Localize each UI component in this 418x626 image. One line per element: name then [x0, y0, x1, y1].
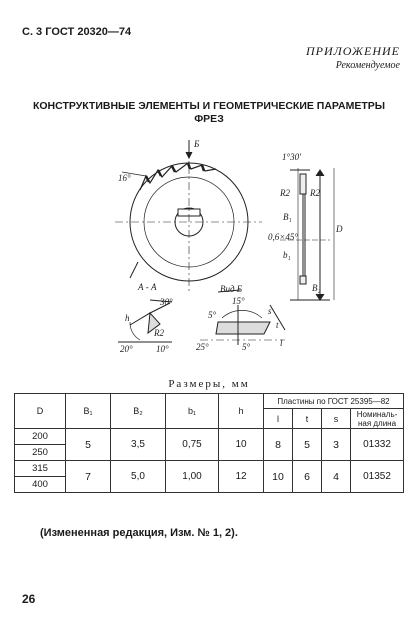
col-nominal-length: Номиналь- ная длина: [351, 409, 404, 429]
label-d: D: [336, 224, 343, 234]
dimensions-table: [14, 393, 404, 493]
cell-h: 12: [219, 461, 264, 493]
cell-b1-small: 0,75: [166, 429, 219, 461]
label-view: Вид Б: [220, 284, 243, 294]
label-s: s: [268, 306, 272, 316]
cell-d: 200: [15, 429, 66, 445]
label-view-b: Б: [194, 139, 200, 149]
amendment-note: (Измененная редакция, Изм. № 1, 2).: [40, 527, 238, 539]
label-5a: 5°: [208, 310, 217, 320]
title-line-1: КОНСТРУКТИВНЫЕ ЭЛЕМЕНТЫ И ГЕОМЕТРИЧЕСКИЕ ПАРАМЕТРЫ: [32, 100, 386, 112]
cell-d: 250: [15, 445, 66, 461]
cell-b1: 7: [66, 461, 111, 493]
col-group-plates: Пластины по ГОСТ 25395—82: [264, 394, 404, 409]
label-l: l: [280, 338, 283, 348]
label-16: 16°: [118, 173, 131, 183]
title-line-2: ФРЕЗ: [194, 113, 224, 125]
cell-len: 01352: [351, 461, 404, 493]
cell-l: 8: [264, 429, 293, 461]
cell-h: 10: [219, 429, 264, 461]
label-section: А - А: [138, 282, 157, 292]
label-25: 25°: [196, 342, 209, 352]
table-caption: Размеры, мм: [168, 378, 250, 390]
label-5b: 5°: [242, 342, 251, 352]
cell-b1: 5: [66, 429, 111, 461]
label-1-30: 1°30′: [282, 152, 302, 162]
label-h: h: [125, 313, 130, 323]
label-b2: B₂: [312, 283, 321, 293]
col-b1-small: b₁: [166, 394, 219, 429]
cell-d: 315: [15, 461, 66, 477]
col-b2: B₂: [111, 394, 166, 429]
col-h: h: [219, 394, 264, 429]
cell-b2: 5,0: [111, 461, 166, 493]
col-l: l: [264, 409, 293, 429]
label-30: 30°: [160, 297, 173, 307]
label-b1-low: b₁: [283, 250, 291, 260]
appendix-subtitle: Рекомендуемое: [335, 60, 400, 71]
table-row: [15, 461, 404, 477]
cell-b2: 3,5: [111, 429, 166, 461]
cutter-side-view: [115, 140, 262, 292]
label-t: t: [276, 320, 279, 330]
col-t: t: [293, 409, 322, 429]
cell-s: 4: [322, 461, 351, 493]
cell-l: 10: [264, 461, 293, 493]
cell-t: 6: [293, 461, 322, 493]
cell-d: 400: [15, 477, 66, 493]
label-r2b: R2: [310, 188, 320, 198]
page-number: 26: [22, 592, 36, 606]
label-10: 10°: [156, 344, 169, 354]
appendix-title: ПРИЛОЖЕНИЕ: [306, 44, 400, 58]
label-15: 15°: [232, 296, 245, 306]
cell-b1-small: 1,00: [166, 461, 219, 493]
page-header: С. 3 ГОСТ 20320—74: [22, 26, 132, 38]
cell-t: 5: [293, 429, 322, 461]
label-chamfer: 0,6×45°: [268, 232, 298, 242]
label-b1: B₁: [283, 212, 292, 222]
cell-len: 01332: [351, 429, 404, 461]
col-s: s: [322, 409, 351, 429]
table-row: [15, 429, 404, 445]
col-b1: B₁: [66, 394, 111, 429]
cell-s: 3: [322, 429, 351, 461]
col-d: D: [15, 394, 66, 429]
label-20: 20°: [120, 344, 133, 354]
label-r2c: R2: [154, 328, 164, 338]
label-r2a: R2: [280, 188, 290, 198]
